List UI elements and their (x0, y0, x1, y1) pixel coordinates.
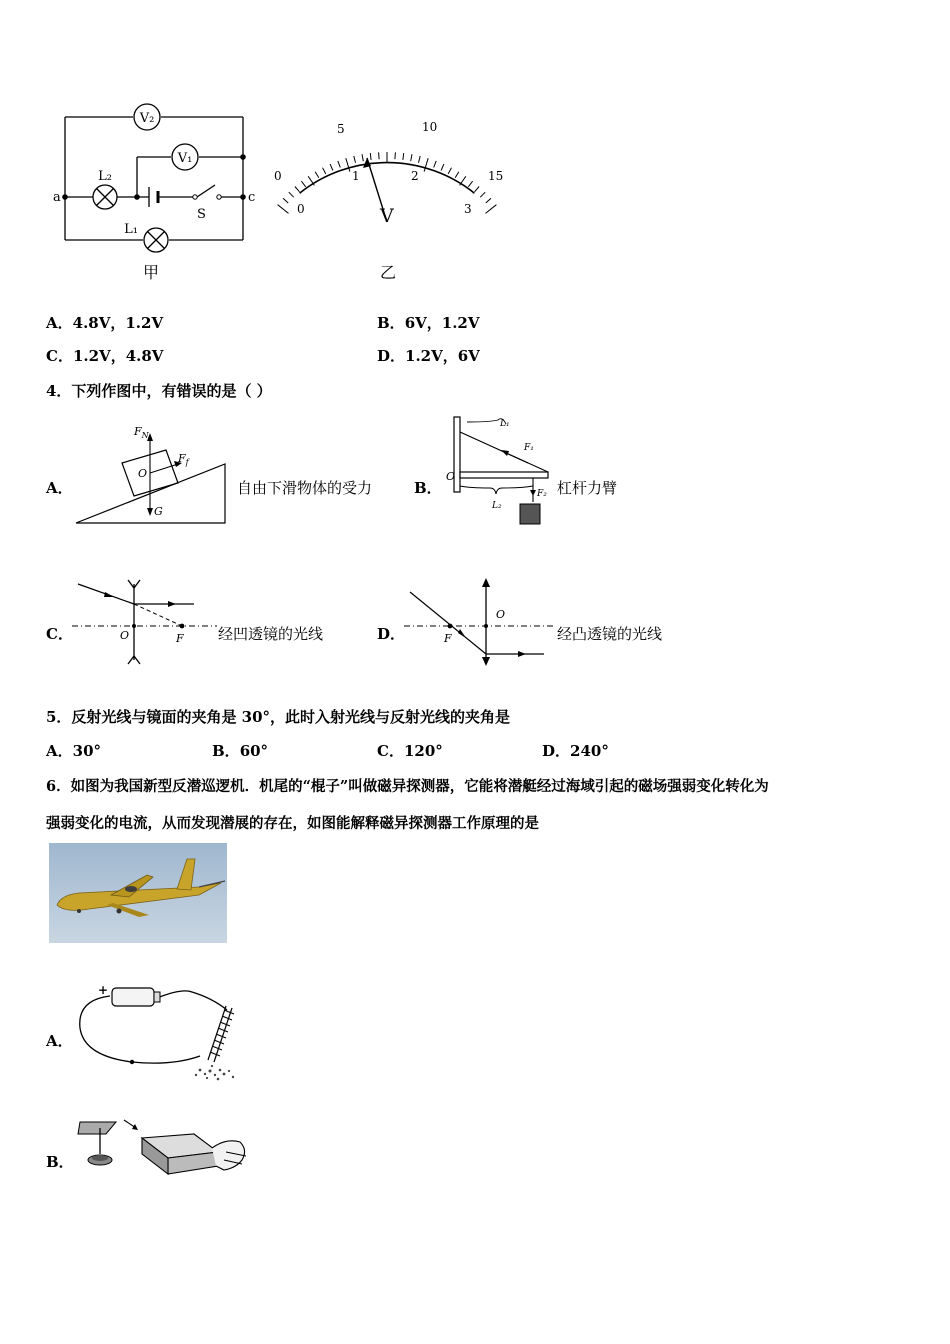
q6-magnet-compass-diagram (76, 1112, 251, 1187)
inner-tick-0: 0 (297, 202, 305, 216)
dial-tick (419, 156, 421, 163)
inner-tick-3: 3 (464, 202, 472, 216)
dial-tick (338, 161, 341, 168)
q5-option-d: D．240° (542, 742, 609, 760)
q4-option-a-caption: 自由下滑物体的受力 (237, 479, 373, 497)
q5-stem: 5．反射光线与镜面的夹角是 30°，此时入射光线与反射光线的夹角是 (46, 708, 511, 726)
dial-tick (283, 198, 288, 203)
q4-option-d-caption: 经凸透镜的光线 (557, 625, 663, 643)
q4-option-b-letter: B． (414, 479, 442, 497)
switch-label: S (197, 207, 206, 222)
q4-option-b-caption: 杠杆力臂 (557, 479, 618, 497)
q4-option-d-letter: D． (377, 625, 406, 643)
svg-text:O: O (120, 629, 130, 642)
outer-tick-10: 10 (422, 120, 438, 134)
dial-tick (395, 152, 396, 159)
meter-caption: 乙 (379, 263, 397, 282)
dial-tick (403, 153, 404, 160)
q4-stem: 4．下列作图中，有错误的是（ ） (46, 382, 272, 400)
svg-text:O: O (496, 608, 506, 621)
svg-text:L₁: L₁ (500, 419, 510, 429)
dial-tick (455, 172, 459, 178)
circuit-diagram (45, 100, 275, 285)
dial-tick (475, 187, 480, 192)
svg-text:G: G (154, 505, 163, 518)
dial-tick (295, 187, 300, 192)
dial-tick (330, 164, 333, 170)
dial-tick (346, 158, 350, 171)
q3-option-a: A．4.8V，1.2V (46, 314, 164, 332)
q6-stem-line1: 6．如图为我国新型反潜巡逻机．机尾的“棍子”叫做磁异探测器，它能将潜艇经过海域引起的磁场强弱变化转化为 (46, 778, 769, 795)
q4-incline-diagram (72, 420, 237, 530)
dial-tick (315, 172, 319, 178)
inner-tick-1: 1 (352, 169, 360, 183)
svg-text:O: O (446, 470, 456, 483)
dial-tick (301, 181, 305, 187)
q3-option-c: C．1.2V，4.8V (46, 347, 164, 365)
q6-electromagnet-diagram (72, 978, 242, 1083)
q5-option-a: A．30° (46, 742, 102, 760)
svg-text:F₁: F₁ (524, 443, 534, 453)
outer-tick-5: 5 (337, 122, 345, 136)
dial-tick (486, 198, 491, 203)
q3-option-b: B．6V，1.2V (377, 314, 480, 332)
dial-tick (441, 164, 444, 170)
outer-tick-15: 15 (488, 169, 504, 183)
dial-tick (480, 192, 485, 197)
voltmeter-dial (262, 112, 522, 287)
svg-text:F₂: F₂ (537, 489, 547, 499)
svg-text:FN: $F_N$ (134, 425, 149, 440)
svg-text:F: F (444, 632, 452, 645)
q4-concave-lens-diagram (72, 576, 220, 666)
q5-option-c: C．120° (377, 742, 443, 760)
dial-tick (370, 153, 371, 160)
inner-tick-2: 2 (411, 169, 419, 183)
l2-label: L₂ (98, 169, 112, 184)
dial-tick (354, 156, 356, 163)
dial-tick (379, 152, 380, 159)
q5-option-b: B．60° (212, 742, 269, 760)
dial-tick (362, 154, 363, 161)
patrol-aircraft-photo (49, 843, 227, 943)
l1-label: L₁ (124, 222, 138, 237)
q4-lever-diagram (440, 412, 555, 530)
dial-tick (411, 154, 412, 161)
dial-tick (486, 205, 497, 214)
q6-option-b-letter: B． (46, 1153, 74, 1171)
svg-text:Ff: $F_f$ (178, 452, 189, 467)
dial-tick (278, 205, 289, 214)
dial-tick (424, 158, 428, 171)
svg-text:F: F (176, 632, 184, 645)
dial-unit: V (380, 205, 394, 227)
q6-option-a-letter: A． (46, 1032, 73, 1050)
svg-text:+: + (98, 983, 109, 997)
dial-tick (323, 168, 326, 174)
circuit-caption: 甲 (142, 263, 160, 282)
dial-tick (468, 181, 472, 187)
node-a-label: a (53, 190, 61, 205)
q4-convex-lens-diagram (404, 576, 559, 666)
q3-option-d: D．1.2V，6V (377, 347, 480, 365)
q4-option-c-letter: C． (46, 625, 73, 643)
dial-tick (434, 161, 437, 168)
q4-option-a-letter: A． (46, 479, 73, 497)
svg-text:O: O (138, 467, 148, 480)
v1-label: V₁ (177, 151, 193, 166)
v2-label: V₂ (139, 111, 155, 126)
dial-tick (289, 192, 294, 197)
node-c-label: c (248, 190, 256, 205)
outer-tick-0: 0 (274, 169, 282, 183)
dial-arc (300, 163, 475, 194)
svg-text:L₂: L₂ (492, 501, 502, 511)
q6-stem-line2: 强弱变化的电流，从而发现潜展的存在，如图能解释磁异探测器工作原理的是 (46, 815, 539, 832)
q4-option-c-caption: 经凹透镜的光线 (218, 625, 324, 643)
dial-tick (448, 168, 451, 174)
